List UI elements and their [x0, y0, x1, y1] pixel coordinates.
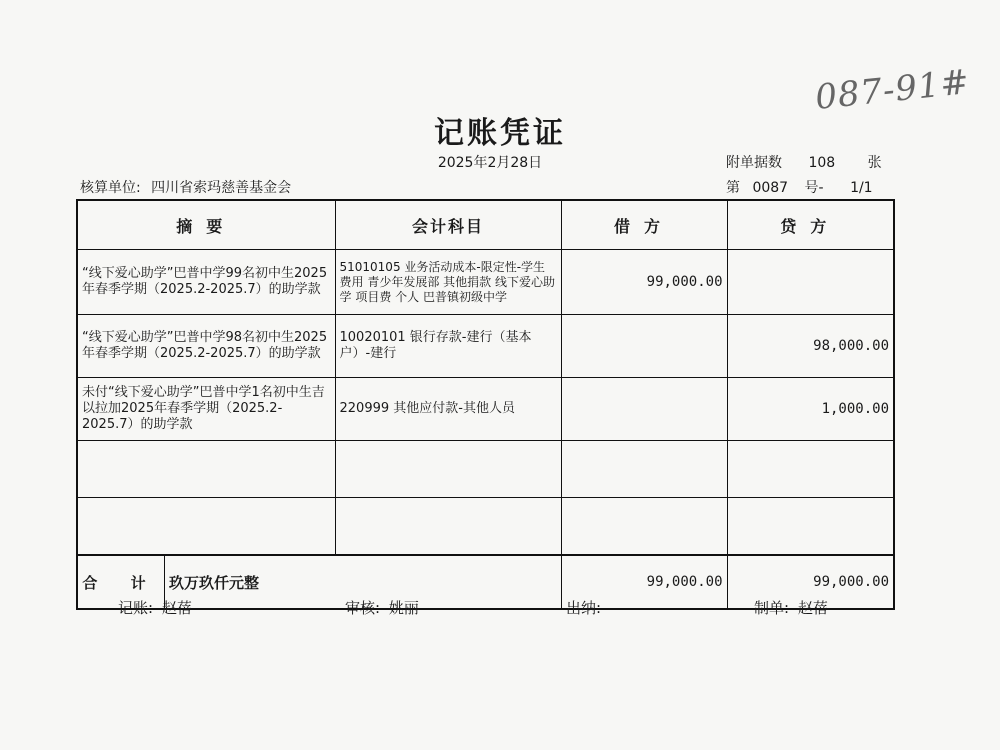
row-debit: 99,000.00 — [561, 250, 727, 315]
total-debit: 99,000.00 — [561, 555, 727, 609]
accounting-unit-label: 核算单位: — [80, 180, 141, 196]
header-account: 会计科目 — [335, 200, 561, 250]
table-header-row — [77, 200, 894, 250]
row-debit — [561, 378, 727, 441]
header-debit: 借方 — [561, 200, 727, 250]
row-credit — [727, 250, 894, 315]
total-credit: 99,000.00 — [727, 555, 894, 609]
total-label: 合 计 — [78, 556, 165, 608]
row-credit: 98,000.00 — [727, 315, 894, 378]
accounting-unit — [80, 177, 291, 197]
reviewer-label: 审核: — [345, 599, 381, 617]
row-account: 51010105 业务活动成本-限定性-学生费用 青少年发展部 其他捐款 线下爱心助学 项目费 个人 巴普镇初级中学 — [335, 250, 561, 315]
voucher-number-value: 0087 — [752, 180, 789, 196]
row-summary: 未付“线下爱心助学”巴普中学1名初中生吉以拉加2025年春季学期（2025.2-2025.7）的助学款 — [77, 378, 335, 441]
voucher-number — [726, 177, 873, 197]
table-row — [77, 250, 894, 315]
row-account: 220999 其他应付款-其他人员 — [335, 378, 561, 441]
attachment-label: 附单据数 — [726, 155, 782, 171]
preparer-label: 制单: — [754, 599, 790, 617]
handwritten-note: 087-91# — [813, 62, 972, 118]
voucher-table — [76, 199, 895, 610]
reviewer-signature — [345, 597, 419, 618]
voucher-number-prefix: 第 — [726, 180, 740, 196]
attachment-unit: 张 — [867, 155, 882, 171]
row-summary: “线下爱心助学”巴普中学98名初中生2025年春季学期（2025.2-2025.7）的助学款 — [77, 315, 335, 378]
empty-row — [77, 441, 894, 498]
voucher-title: 记账凭证 — [434, 116, 566, 151]
header-credit: 贷方 — [727, 200, 894, 250]
bookkeeper-label: 记账: — [118, 599, 154, 617]
row-account: 10020101 银行存款-建行（基本户）-建行 — [335, 315, 561, 378]
accounting-unit-value: 四川省索玛慈善基金会 — [151, 180, 292, 196]
empty-row — [77, 498, 894, 556]
table-row — [77, 315, 894, 378]
row-debit — [561, 315, 727, 378]
reviewer-name: 姚丽 — [388, 599, 419, 617]
preparer-signature — [754, 597, 828, 618]
total-amount-in-words: 玖万玖仟元整 — [169, 573, 260, 592]
voucher-page: 1/1 — [850, 180, 873, 196]
row-credit: 1,000.00 — [727, 378, 894, 441]
header-summary: 摘要 — [77, 200, 335, 250]
voucher-number-suffix: 号- — [804, 180, 824, 196]
cashier-label: 出纳: — [566, 599, 602, 617]
preparer-name: 赵蓓 — [797, 599, 828, 617]
attachment-count — [726, 152, 882, 172]
cashier-signature — [566, 597, 605, 618]
table-row — [77, 378, 894, 441]
voucher-date: 2025年2月28日 — [437, 155, 543, 171]
bookkeeper-signature — [118, 597, 192, 618]
attachment-number: 108 — [808, 155, 836, 171]
row-summary: “线下爱心助学”巴普中学99名初中生2025年春季学期（2025.2-2025.7）的助学款 — [77, 250, 335, 315]
bookkeeper-name: 赵蓓 — [161, 599, 192, 617]
